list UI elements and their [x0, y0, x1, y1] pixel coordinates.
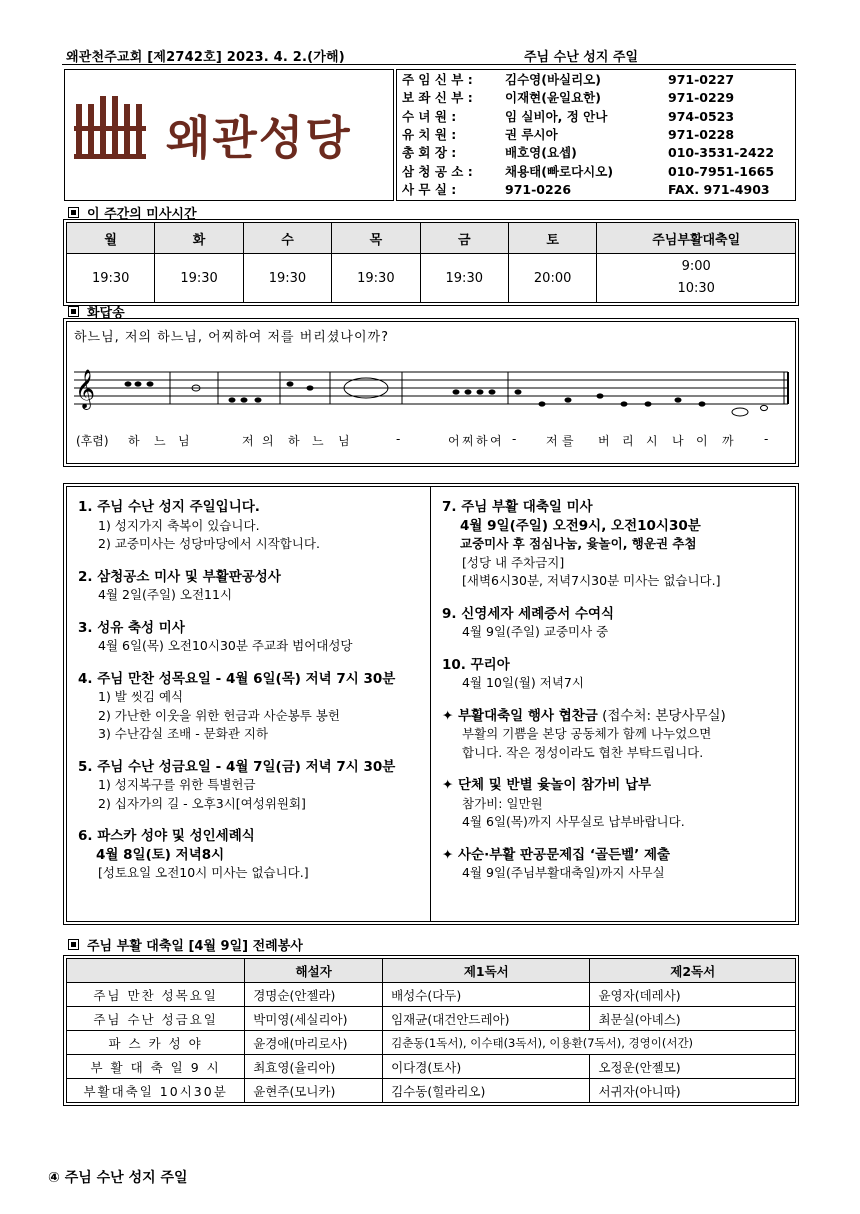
liturgy-occasion: 부활대축일 10시30분 [67, 1079, 245, 1103]
staff-name: 권 루시아 [505, 126, 558, 142]
staff-phone: 971-0228 [668, 126, 735, 142]
staff-label: 보 좌 신 부 : [402, 90, 473, 106]
liturgy-commentator: 박미영(세실리아) [245, 1007, 383, 1031]
liturgy-title: 주님 부활 대축일 [4월 9일] 전례봉사 [68, 935, 303, 954]
liturgy-readers: 김춘동(1독서), 이수태(3독서), 이용환(7독서), 경영이(서간) [383, 1031, 796, 1055]
section-square-icon [68, 207, 79, 218]
notice-item [442, 656, 792, 693]
notice-heading-text: 2. 삼청공소 미사 및 부활판공성사 [78, 568, 281, 585]
notice-heading [442, 656, 792, 675]
staff-phone: 974-0523 [668, 108, 735, 124]
notice-line: 참가비: 일만원 [462, 795, 543, 811]
mass-time-cell: 20:00 [508, 254, 596, 303]
staff-label: 주 임 신 부 : [402, 72, 473, 87]
lyric-syllable: 하 [476, 434, 488, 448]
staff-label: 유 치 원 : [402, 126, 457, 142]
staff-phone: 010-7951-1665 [668, 163, 775, 179]
liturgy-column-header: 제1독서 [383, 959, 590, 983]
liturgy-second-reader: 윤영자(데레사) [590, 983, 796, 1007]
psalm-lyrics [76, 432, 788, 450]
notice-heading [78, 498, 428, 517]
notice-heading [442, 776, 792, 795]
staff-name: 김수영(바실리오) [505, 72, 601, 87]
lyric-syllable: 리 [622, 434, 634, 448]
lyric-syllable: 시 [646, 434, 658, 448]
liturgy-commentator: 윤현주(모니카) [245, 1079, 383, 1103]
notice-line: 2) 교중미사는 성당마당에서 시작합니다. [98, 536, 320, 551]
notices-divider [430, 486, 431, 922]
parish-name: 왜관성당 [166, 111, 352, 165]
lyric-syllable: - [512, 432, 517, 446]
liturgy-commentator: 경명순(안젤라) [245, 983, 383, 1007]
notice-line: [성토요일 오전10시 미사는 없습니다.] [98, 865, 309, 880]
staff-label: 사 무 실 : [402, 181, 457, 197]
liturgy-first-reader: 배성수(다두) [383, 983, 590, 1007]
liturgy-first-reader: 임재균(대건안드레아) [383, 1007, 590, 1031]
mass-schedule-table [66, 222, 796, 303]
notice-item [442, 498, 792, 591]
notice-heading [78, 568, 428, 587]
lyric-syllable: 버 [598, 434, 610, 448]
notice-line: 합니다. 작은 정성이라도 협찬 부탁드립니다. [462, 744, 704, 760]
liturgy-second-reader: 최문실(아녜스) [590, 1007, 796, 1031]
lyric-syllable: 님 [338, 434, 350, 448]
notice-heading-text: 7. 주님 부활 대축일 미사 [442, 499, 593, 515]
notice-heading [78, 619, 428, 638]
liturgy-commentator: 최효영(율리아) [245, 1055, 383, 1079]
lyric-syllable: 어 [448, 434, 460, 448]
mass-time-cell: 19:30 [420, 254, 508, 303]
mass-time-cell-sunday [597, 254, 796, 303]
liturgy-column-header: 해설자 [245, 959, 383, 983]
notice-line: 4월 2일(주일) 오전11시 [98, 587, 233, 602]
lyric-syllable: 여 [490, 434, 502, 448]
lyric-syllable: 하 [128, 434, 140, 448]
mass-time-cell: 19:30 [155, 254, 243, 303]
mass-time-cell: 19:30 [243, 254, 331, 303]
liturgy-column-header: 제2독서 [590, 959, 796, 983]
mass-schedule-title: 이 주간의 미사시간 [68, 203, 197, 222]
notice-heading [442, 846, 792, 865]
notice-heading [442, 498, 792, 517]
bulletin-issue: 왜관천주교회 [제2742호] 2023. 4. 2.(가해) [66, 50, 345, 65]
lyric-syllable: 의 [262, 434, 274, 448]
staff-name: 이재현(윤일요한) [505, 90, 601, 106]
section-square-icon [68, 939, 79, 950]
notice-line: 4월 10일(월) 저녁7시 [462, 675, 584, 690]
lyric-syllable: 저 [546, 434, 558, 448]
mass-day-header: 화 [155, 223, 243, 254]
liturgy-column-header [67, 959, 245, 983]
liturgy-first-reader: 김수동(힐라리오) [383, 1079, 590, 1103]
lyric-syllable: (후렴) [76, 434, 109, 448]
notice-item [442, 776, 792, 832]
notice-heading-text: 5. 주님 수난 성금요일 - 4월 7일(금) 저녁 7시 30분 [78, 758, 396, 775]
liturgy-occasion: 파 스 카 성 야 [67, 1031, 245, 1055]
notice-line: 4월 6일(목) 오전10시30분 주교좌 범어대성당 [98, 638, 353, 653]
liturgy-occasion: 부 활 대 축 일 9 시 [67, 1055, 245, 1079]
notice-bold-line: 4월 9일(주일) 오전9시, 오전10시30분 [460, 517, 701, 534]
liturgy-row [67, 1007, 796, 1031]
notice-line: [성당 내 주차금지] [462, 554, 565, 570]
notice-heading-text: ✦ 단체 및 반별 윷놀이 참가비 납부 [442, 777, 652, 793]
notice-heading-text: 1. 주님 수난 성지 주일입니다. [78, 499, 260, 515]
lyric-syllable: 찌 [462, 434, 474, 448]
lyric-syllable: 를 [562, 434, 574, 448]
notice-item [78, 670, 428, 744]
staff-label: 총 회 장 : [402, 145, 457, 161]
notice-heading-text: ✦ 부활대축일 행사 협찬금 [442, 707, 598, 724]
notice-heading-text: 6. 파스카 성야 및 성인세례식 [78, 828, 255, 844]
notice-item [78, 568, 428, 605]
notice-item [78, 758, 428, 814]
notice-line: 3) 수난감실 조배 - 문화관 지하 [98, 726, 269, 741]
liturgy-service-table [66, 958, 796, 1103]
staff-label: 삼 청 공 소 : [402, 163, 473, 179]
church-logo-icon [74, 96, 154, 164]
staff-name: 배호영(요셉) [505, 145, 577, 161]
mass-time-cell: 19:30 [67, 254, 155, 303]
staff-name: 채용태(빠로다시오) [505, 163, 614, 179]
notice-line: 2) 가난한 이웃을 위한 헌금과 사순봉투 봉헌 [98, 707, 340, 723]
notice-heading [78, 827, 428, 846]
mass-day-header: 주님부활대축일 [597, 223, 796, 254]
notice-heading-text: 3. 성유 축성 미사 [78, 619, 185, 636]
staff-phone: 010-3531-2422 [668, 145, 775, 161]
lyric-syllable: 나 [672, 434, 684, 448]
notice-line: 1) 발 씻김 예식 [98, 689, 184, 704]
notice-line: 1) 성지복구를 위한 특별헌금 [98, 777, 256, 792]
staff-phone: FAX. 971-4903 [668, 181, 770, 197]
mass-time: 9:00 [681, 259, 711, 274]
liturgy-occasion: 주님 만찬 성목요일 [67, 983, 245, 1007]
liturgy-occasion: 주님 수난 성금요일 [67, 1007, 245, 1031]
notice-heading [78, 758, 428, 777]
psalm-music-staff [72, 358, 792, 430]
notice-bold-line: 4월 8일(토) 저녁8시 [96, 846, 225, 863]
lyric-syllable: 이 [696, 434, 708, 448]
notice-heading [442, 605, 792, 624]
liturgy-commentator: 윤경애(마리로사) [245, 1031, 383, 1055]
mass-time: 10:30 [677, 281, 715, 296]
lyric-syllable: 느 [154, 434, 166, 448]
mass-day-header: 수 [243, 223, 331, 254]
mass-day-header: 금 [420, 223, 508, 254]
staff-phone: 971-0229 [668, 90, 735, 106]
mass-time-cell: 19:30 [332, 254, 420, 303]
psalm-title: 화답송 [68, 302, 125, 321]
notice-line: 4월 6일(목)까지 사무실로 납부바랍니다. [462, 814, 685, 829]
staff-label: 수 녀 원 : [402, 108, 457, 124]
liturgy-row [67, 1055, 796, 1079]
lyric-syllable: 님 [178, 434, 190, 448]
liturgy-row [67, 983, 796, 1007]
lyric-syllable: 까 [722, 434, 734, 448]
notice-item [442, 605, 792, 642]
page-footer: ④ 주님 수난 성지 주일 [48, 1170, 188, 1186]
staff-name: 임 실비아, 정 안나 [505, 108, 608, 124]
notice-heading [442, 707, 792, 726]
mass-day-header: 목 [332, 223, 420, 254]
liturgy-second-reader: 서귀자(아니따) [590, 1079, 796, 1103]
staff-phone: 971-0227 [668, 72, 735, 87]
notice-heading-note: (접수처: 본당사무실) [597, 707, 726, 724]
bulletin-sunday-title: 주님 수난 성지 주일 [524, 50, 639, 65]
notice-item [442, 707, 792, 763]
header-rule [62, 64, 796, 65]
notice-heading-text: 10. 꾸리아 [442, 656, 510, 673]
notice-item [78, 498, 428, 554]
section-square-icon [68, 306, 79, 317]
liturgy-first-reader: 이다경(토사) [383, 1055, 590, 1079]
lyric-syllable: - [764, 432, 769, 446]
liturgy-row [67, 1079, 796, 1103]
notice-bold-line: 교중미사 후 점심나눔, 윷놀이, 행운권 추첨 [460, 536, 697, 551]
lyric-syllable: 하 [288, 434, 300, 448]
psalm-response: 하느님, 저의 하느님, 어찌하여 저를 버리셨나이까? [74, 330, 389, 345]
notice-heading-text: 9. 신영세자 세례증서 수여식 [442, 605, 615, 622]
lyric-syllable: 저 [242, 434, 254, 448]
notice-line: 4월 9일(주일) 교중미사 중 [462, 624, 609, 639]
notice-heading-text: ✦ 사순·부활 판공문제집 ‘골든벨’ 제출 [442, 846, 671, 863]
notice-item [442, 846, 792, 883]
notice-heading [78, 670, 428, 689]
notice-line: 1) 성지가지 축복이 있습니다. [98, 517, 260, 533]
notice-line: [새벽6시30분, 저녁7시30분 미사는 없습니다.] [462, 573, 721, 588]
liturgy-row [67, 1031, 796, 1055]
notices-right-column [442, 498, 792, 897]
notice-line: 부활의 기쁨을 본당 공동체가 함께 나누었으면 [462, 726, 712, 741]
lyric-syllable: 느 [312, 434, 324, 448]
liturgy-second-reader: 오정운(안젤모) [590, 1055, 796, 1079]
mass-day-header: 월 [67, 223, 155, 254]
notice-heading-text: 4. 주님 만찬 성목요일 - 4월 6일(목) 저녁 7시 30분 [78, 670, 396, 687]
notices-left-column [78, 498, 428, 897]
notice-line: 4월 9일(주님부활대축일)까지 사무실 [462, 865, 665, 880]
staff-name: 971-0226 [505, 181, 572, 197]
notice-item [78, 827, 428, 883]
svg-text:𝄞: 𝄞 [75, 369, 96, 409]
notice-item [78, 619, 428, 656]
mass-day-header: 토 [508, 223, 596, 254]
lyric-syllable: - [396, 432, 401, 446]
notice-line: 2) 십자가의 길 - 오후3시[여성위원회] [98, 795, 306, 811]
